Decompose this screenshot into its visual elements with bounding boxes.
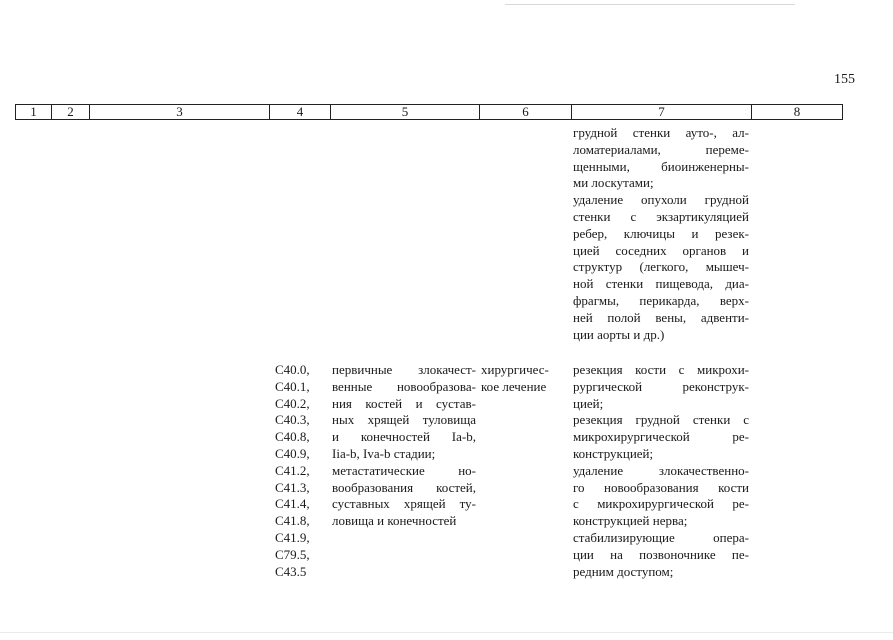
text-line: фрагмы, перикарда, верх- [573, 292, 749, 308]
text-line: удаление злокачественно- [573, 462, 749, 478]
text-line: ния костей и сустав- [332, 395, 476, 411]
icd-code: C79.5, [275, 546, 310, 562]
text-line: го новообразования кости [573, 479, 749, 495]
scan-artifact-bottom [0, 632, 893, 633]
icd-code: C41.3, [275, 479, 310, 495]
text-line: стабилизирующие опера- [573, 529, 749, 545]
text-line: резекция грудной стенки с [573, 412, 749, 428]
header-col-2: 2 [52, 105, 90, 120]
header-col-4: 4 [270, 105, 331, 120]
text-line: и конечностей Ia-b, [332, 429, 476, 445]
header-col-6: 6 [480, 105, 572, 120]
icd-code: C40.3, [275, 412, 310, 428]
icd-code: C43.5 [275, 563, 307, 579]
header-col-8: 8 [752, 105, 843, 120]
text-line: рургической реконструк- [573, 378, 749, 394]
text-line: ми лоскутами; [573, 175, 654, 191]
text-line: конструкцией; [573, 445, 654, 461]
text-line: ции аорты и др.) [573, 326, 665, 342]
text-line: кое лечение [481, 378, 547, 394]
icd-code: C40.0, [275, 362, 310, 377]
icd-code: C40.8, [275, 429, 310, 445]
page-number: 155 [834, 72, 855, 87]
text-line: цией; [573, 395, 604, 411]
text-line: ной стенки пищевода, диа- [573, 276, 749, 292]
text-line: ломатериалами, переме- [573, 141, 749, 157]
header-col-7: 7 [572, 105, 752, 120]
text-line: ции на позвоночнике пе- [573, 546, 749, 562]
icd-code: C41.2, [275, 462, 310, 478]
icd-code: C40.9, [275, 445, 310, 461]
text-line: цией соседних органов и [573, 242, 749, 258]
text-line: первичные злокачест- [332, 362, 476, 377]
treatment-method-column [573, 362, 749, 580]
col7-continued-text [573, 125, 749, 343]
icd-code: C41.9, [275, 529, 310, 545]
text-line: ловища и конечностей [332, 513, 457, 529]
icd-codes-column [275, 362, 325, 580]
text-line: вообразования костей, [332, 479, 476, 495]
text-line: Iia-b, Iva-b стадии; [332, 445, 436, 461]
text-line: микрохирургической ре- [573, 429, 749, 445]
header-col-3: 3 [90, 105, 270, 120]
text-line: ных хрящей туловища [332, 412, 476, 428]
text-line: ребер, ключицы и резек- [573, 225, 749, 241]
text-line: конструкцией нерва; [573, 513, 688, 529]
text-line: удаление опухоли грудной [573, 192, 749, 208]
header-col-5: 5 [331, 105, 480, 120]
text-line: резекция кости с микрохи- [573, 362, 749, 377]
diagnosis-column [332, 362, 476, 530]
treatment-type-column [481, 362, 567, 396]
icd-code: C40.1, [275, 378, 310, 394]
column-header-row [15, 104, 843, 120]
text-line: щенными, биоинженерны- [573, 158, 749, 174]
text-line: метастатические но- [332, 462, 476, 478]
text-line: ней полой вены, адвенти- [573, 309, 749, 325]
text-line: суставных хрящей ту- [332, 496, 476, 512]
icd-code: C40.2, [275, 395, 310, 411]
icd-code: C41.8, [275, 513, 310, 529]
scan-artifact-top [505, 4, 795, 5]
text-line: с микрохирургической ре- [573, 496, 749, 512]
text-line: стенки с экзартикуляцией [573, 208, 749, 224]
icd-code: C41.4, [275, 496, 310, 512]
text-line: редним доступом; [573, 563, 674, 579]
text-line: грудной стенки ауто-, ал- [573, 125, 749, 140]
text-line: венные новообразова- [332, 378, 476, 394]
text-line: структур (легкого, мышеч- [573, 259, 749, 275]
text-line: хирургичес- [481, 362, 549, 377]
header-col-1: 1 [16, 105, 52, 120]
